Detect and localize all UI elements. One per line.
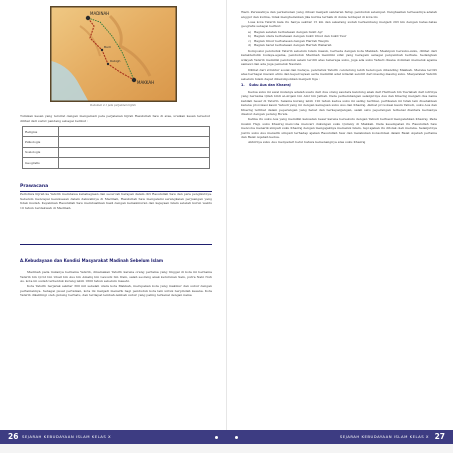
right-page	[227, 0, 453, 453]
row-label: Religius	[23, 127, 59, 137]
page-number-right: 27	[434, 432, 445, 441]
prawacana-text-block	[20, 192, 212, 211]
figure-caption: Dokumen 2.1 peta perjalanan hijrah	[90, 104, 136, 107]
subheading-text: Suku Aus dan Khazraj	[249, 83, 291, 88]
footer-band	[0, 430, 453, 444]
prawacana-paragraph: Peristiwa hijrah ke Yatsrib membawa kebahagiaan dan secercah harapan dalam diri Rasulullah Saw dan para pengikutnya. Sebelum mencapai kesuksesan dalam dakwahnya di Madinah, Rasulullah Saw mengalami serangkaian perjuangan yang tidak mudah. Keyakinan Rasulullah Saw membuahkan hasil dengan kemakmuran dan kejayaan Islam setelah kurun waktu 10 tahun berdakwah di Madinah.	[20, 192, 212, 210]
section-heading: A.Kebudayaan dan Kondisi Masyarakat Madinah Sebelum Islam	[20, 258, 164, 263]
table-row	[23, 158, 210, 168]
paragraph: Madinah pada mulanya bernama Yatsrib, dinamakan Yatsrib karena orang pertama yang tinggal di kota ini bernama Yatsrib bin Qo'id bin Ubail bin Aus bin Amaliq bin Lawudz bin Iram, salah seorang anak keturunan Sam, putra Nabi Nuh As. kota ini sudah terbentuk kurang lebih 1600 tahun sebelum masehi.	[20, 270, 212, 283]
paragraph: Kedua suku ini awal mulanya adalah suatu dari dua orang saudara kandung anak dari Haritsah bin Tsa'labah dari istrinya yang bernama Qilah binti al-Arqam bin Amr bin Jafnah. Pada perkembangan selanjutnya Aus dan Khazraj menjadi dua nama kabilah besar di Yatsrib. Selama kurang lebih 120 tahun kedua suku ini saling bertikai, pertikaian ini tidak lain disebabkan karena provokasi kaum Yahudi yang ini dengan kemajuan suku Aus dan Khazraj. Akibat provokasi kaum Yahudi, suku Aus dan Khazraj terlibat dalam peperangan yang hebat dan berkepanjangan, salah satu peperangan terkenal diantara keduanya disebut dengan perang Bu'ats.	[241, 89, 437, 117]
list-item-text: Bagian selatan berbatasan dengan bukit Ayr	[254, 29, 323, 34]
paragraph: Dilihat dari struktur sosial dan budaya, penduduk Yatsrib cenderung lebih heterogen dibanding Makkah. Mereka terdiri atas berbagai macam etnis dan kepercayaan serta memiliki adat istiadat sendiri dari masing-masing suku. Masyarakat Yatsrib sebelum Islam dapat dikelompokkan menjadi tiga :	[241, 67, 437, 81]
footer-dot-icon	[215, 436, 218, 439]
list-item	[248, 43, 437, 48]
subheading-marker: 1.	[241, 83, 245, 88]
footer-title-left: SEJARAH KEBUDAYAAN ISLAM KELAS X	[22, 434, 112, 439]
paragraph: Wadi. Perawatnya dan perkebunan yang dibuat menjadi sandaran hidup penduduk setempat. Penghasilan terbesarnya adalah anggur dan kurma, tidak mengherankan jika kurma terbaik di dunia terdapat di kota ini.	[241, 10, 437, 19]
map-label: MADINAH	[90, 11, 110, 16]
answer-cell[interactable]	[59, 127, 210, 137]
row-label: Psikologis	[23, 137, 59, 147]
prawacana-heading: Prawacana	[20, 184, 49, 189]
map-label: MAKKAH	[137, 80, 155, 85]
map-label: Rabigh	[110, 59, 121, 63]
paragraph: Komposisi penduduk Yatsrib sebelum Islam masuk, berbeda dengan kota Makkah. Meskipun bersuku-suku, dilihat dari karakteristik budaya-agama, penduduk Madinah memiliki sifat yang beragam sebagai penyembah berhala. Sedangkan wilayah Yatsrib memiliki penduduk selain terdiri atas beberapa suku, juga ada suku Yahudi disana dominan memeluk agama samawi dan ada juga pemeluk Nasrani.	[241, 48, 437, 67]
row-label: Geografis	[23, 158, 59, 168]
paragraph: Ketika itu suku Aus yang memiliki kekuatan besar karena bersekutu dengan Yahudi berhasil mengalahkan Khazraj. Pada musim Haji, suku Khazraj mencoba mencari dukungan suku Quraisy di Makkah. Pada kesempatan itu Rasulullah Saw mencoba menarik simpati suku Khazraj dengan mengajaknya memeluk Islam, tapi ajakan itu ditolak oleh mereka. Selanjutnya justru suku Aus menarik simpati terhadap ajakan Rasulullah Saw dan melakukan konsolidasi dalam Baiat Aqabah pertama dan Baiat Aqabah kedua.	[241, 117, 437, 140]
paragraph: Kota Yatsrib berjarak sekitar 300 mil sebelah utara kota Makkah, merupakan kota yang makmur dan subur dengan pertaniannya. Sebagai pusat pertanian, kota ini menjadi menarik bagi penduduk kota lain untuk berpindah kesana. Kota Yatsrib dikelilingi oleh gunung berbatu, dan terdapat lembah-lembah subur yang paling terkenal dengan nama	[20, 284, 212, 298]
paragraph: Akhirnya suku Aus menyadari betul bahwa kemenangnya atas suku Khazraj	[248, 140, 366, 145]
task-intro-text: Tuliskan kesan yang tersirat dengan mengamati peta perjalanan hijrah Rasulullah Saw di atas, uraikan kesan tersebut dilihat dari sudut pandang sebagai berikut :	[20, 114, 210, 123]
list-marker: d)	[248, 43, 252, 48]
heading-rule	[20, 244, 212, 245]
row-label: Sosiologis	[23, 147, 59, 157]
answer-cell[interactable]	[59, 137, 210, 147]
hijrah-map-figure	[50, 6, 177, 102]
section-body	[20, 270, 212, 298]
list-marker: c)	[248, 38, 251, 43]
analysis-table	[22, 126, 210, 169]
page-bottom-margin	[0, 444, 453, 453]
list-item-text: Bagian utara berbatasan dengan bukit Uhud dan bukit Tsur	[254, 34, 347, 39]
answer-cell[interactable]	[59, 147, 210, 157]
left-page	[0, 0, 226, 453]
table-row	[23, 147, 210, 157]
answer-cell[interactable]	[59, 158, 210, 168]
list-item-text: Bagian timur berbatasan dengan Harrah Waqim	[254, 38, 329, 43]
border-list	[248, 30, 437, 48]
task-instructions	[20, 114, 210, 124]
table-row	[23, 137, 210, 147]
right-body	[241, 10, 437, 145]
list-item-text: Bagian barat berbatasan dengan Harrah Wabarah	[254, 43, 332, 48]
paragraph: Luas kota Yatsrib kala itu hanya sekitar 15 km dan sekarang sudah berkembang menjadi 293 km dengan batas-batas geografis sebagai berikut:	[241, 19, 437, 29]
table-row	[23, 127, 210, 137]
footer-dot-icon	[235, 436, 238, 439]
page-number-left: 26	[8, 432, 19, 441]
subheading	[241, 83, 437, 88]
list-marker: a)	[248, 29, 252, 34]
list-marker: b)	[248, 34, 252, 39]
map-label: Badr	[104, 45, 112, 49]
footer-title-right: SEJARAH KEBUDAYAAN ISLAM KELAS X	[339, 434, 429, 439]
hijrah-map	[50, 6, 177, 102]
